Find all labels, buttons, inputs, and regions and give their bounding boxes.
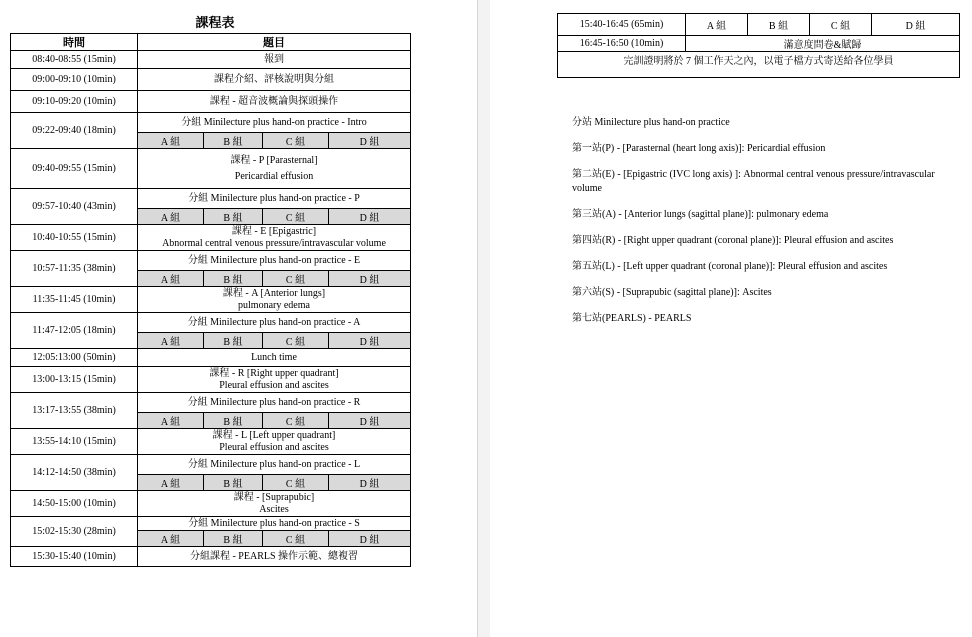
table-row xyxy=(11,313,411,333)
group-c: C 組 xyxy=(263,271,329,287)
row-time: 09:57-10:40 (43min) xyxy=(11,189,138,225)
certificate-note: 完訓證明將於 7 個工作天之內，以電子檔方式寄送給各位學員 xyxy=(558,52,960,78)
table-row xyxy=(11,547,411,567)
group-d: D 組 xyxy=(872,14,960,36)
group-d: D 組 xyxy=(329,413,411,429)
group-c: C 組 xyxy=(263,133,329,149)
row-time: 15:02-15:30 (28min) xyxy=(11,517,138,547)
group-c: C 組 xyxy=(263,209,329,225)
topic-line-2: Pleural effusion and ascites xyxy=(219,379,329,391)
table-row xyxy=(11,189,411,209)
topic-line-2: Pleural effusion and ascites xyxy=(219,441,329,453)
page-gutter xyxy=(477,0,491,637)
topic-line-2: Pericardial effusion xyxy=(234,170,314,182)
group-b: B 組 xyxy=(204,333,263,349)
row-topic: 分組 Minilecture plus hand-on practice - P xyxy=(138,189,411,209)
table-row xyxy=(558,14,960,36)
header-time: 時間 xyxy=(11,34,138,51)
group-a: A 組 xyxy=(686,14,748,36)
topic-line-1: 課程 - L [Left upper quadrant] xyxy=(212,429,336,441)
group-a: A 組 xyxy=(138,271,204,287)
row-time: 09:22-09:40 (18min) xyxy=(11,113,138,149)
list-item: 第三站(A) - [Anterior lungs (sagittal plane)]: pulmonary edema xyxy=(572,209,829,220)
group-b: B 組 xyxy=(204,209,263,225)
row-time: 10:57-11:35 (38min) xyxy=(11,251,138,287)
row-time: 12:05:13:00 (50min) xyxy=(11,349,138,367)
group-a: A 組 xyxy=(138,209,204,225)
group-c: C 組 xyxy=(263,413,329,429)
group-b: B 組 xyxy=(748,14,810,36)
row-time: 09:40-09:55 (15min) xyxy=(11,149,138,189)
topic-line-1: 課程 - E [Epigastric] xyxy=(231,225,317,237)
group-c: C 組 xyxy=(263,333,329,349)
table-row xyxy=(11,367,411,393)
row-topic: 分組 Minilecture plus hand-on practice - S xyxy=(138,517,411,531)
group-d: D 組 xyxy=(329,271,411,287)
group-c: C 組 xyxy=(263,475,329,491)
row-time: 11:35-11:45 (10min) xyxy=(11,287,138,313)
table-row xyxy=(11,491,411,517)
topic-line-2: Ascites xyxy=(259,503,289,515)
table-row xyxy=(11,455,411,475)
row-topic: 分組 Minilecture plus hand-on practice - A xyxy=(138,313,411,333)
group-b: B 組 xyxy=(204,133,263,149)
row-time: 13:17-13:55 (38min) xyxy=(11,393,138,429)
row-topic xyxy=(138,287,411,313)
row-time: 13:00-13:15 (15min) xyxy=(11,367,138,393)
row-time: 11:47-12:05 (18min) xyxy=(11,313,138,349)
row-time: 13:55-14:10 (15min) xyxy=(11,429,138,455)
group-b: B 組 xyxy=(204,271,263,287)
group-a: A 組 xyxy=(138,133,204,149)
list-item: 第一站(P) - [Parasternal (heart long axis)]: Pericardial effusion xyxy=(572,143,826,154)
group-b: B 組 xyxy=(204,531,263,547)
group-a: A 組 xyxy=(138,531,204,547)
table-row xyxy=(11,517,411,531)
row-time: 14:12-14:50 (38min) xyxy=(11,455,138,491)
document-title: 課程表 xyxy=(195,15,235,30)
list-item: 第六站(S) - [Suprapubic (sagittal plane)]: Ascites xyxy=(572,287,772,298)
table-row xyxy=(11,225,411,251)
row-topic xyxy=(138,429,411,455)
topic-line-1: 課程 - P [Parasternal] xyxy=(230,154,318,166)
table-row xyxy=(11,429,411,455)
row-topic: 分組 Minilecture plus hand-on practice - Intro xyxy=(138,113,411,133)
list-item: 分站 Minilecture plus hand-on practice xyxy=(572,117,730,128)
group-b: B 組 xyxy=(204,475,263,491)
table-row xyxy=(11,69,411,91)
row-time: 09:00-09:10 (10min) xyxy=(11,69,138,91)
table-row xyxy=(11,393,411,413)
topic-line-2: pulmonary edema xyxy=(238,299,310,311)
row-time: 08:40-08:55 (15min) xyxy=(11,51,138,69)
document-page-right xyxy=(490,0,972,637)
row-time: 15:40-16:45 (65min) xyxy=(558,14,686,36)
station-list xyxy=(572,116,962,338)
topic-line-1: 課程 - A [Anterior lungs] xyxy=(222,287,326,299)
table-row xyxy=(11,91,411,113)
topic-line-1: 課程 - R [Right upper quadrant] xyxy=(209,367,339,379)
row-topic: 分組 Minilecture plus hand-on practice - E xyxy=(138,251,411,271)
row-topic xyxy=(138,225,411,251)
schedule-table xyxy=(10,33,411,567)
row-topic: 分組 Minilecture plus hand-on practice - R xyxy=(138,393,411,413)
table-header-row xyxy=(11,34,411,51)
group-a: A 組 xyxy=(138,475,204,491)
list-item: 第四站(R) - [Right upper quadrant (coronal plane)]: Pleural effusion and ascites xyxy=(572,235,894,246)
table-row xyxy=(11,349,411,367)
row-topic: Lunch time xyxy=(138,349,411,367)
topic-line-1: 課程 - [Suprapubic] xyxy=(233,491,315,503)
row-topic: 滿意度問卷&賦歸 xyxy=(686,36,960,52)
group-d: D 組 xyxy=(329,531,411,547)
table-row xyxy=(11,251,411,271)
row-time: 10:40-10:55 (15min) xyxy=(11,225,138,251)
header-topic: 題目 xyxy=(138,34,411,51)
table-row xyxy=(11,149,411,189)
list-item: 第五站(L) - [Left upper quadrant (coronal plane)]: Pleural effusion and ascites xyxy=(572,261,888,272)
schedule-table-continued xyxy=(557,13,960,78)
list-item: 第二站(E) - [Epigastric (IVC long axis) ]: Abnormal central venous pressure/intravascular volume xyxy=(572,169,935,194)
group-b: B 組 xyxy=(204,413,263,429)
row-topic: 報到 xyxy=(138,51,411,69)
row-topic: 分組課程 - PEARLS 操作示範、總複習 xyxy=(138,547,411,567)
row-topic: 分組 Minilecture plus hand-on practice - L xyxy=(138,455,411,475)
row-topic xyxy=(138,367,411,393)
group-c: C 組 xyxy=(263,531,329,547)
list-item: 第七站(PEARLS) - PEARLS xyxy=(572,313,692,324)
table-row xyxy=(11,51,411,69)
row-time: 15:30-15:40 (10min) xyxy=(11,547,138,567)
topic-line-2: Abnormal central venous pressure/intravascular volume xyxy=(162,237,386,249)
row-topic xyxy=(138,491,411,517)
row-topic: 課程 - 超音波概論與探頭操作 xyxy=(138,91,411,113)
group-a: A 組 xyxy=(138,413,204,429)
group-d: D 組 xyxy=(329,209,411,225)
group-a: A 組 xyxy=(138,333,204,349)
row-time: 14:50-15:00 (10min) xyxy=(11,491,138,517)
group-d: D 組 xyxy=(329,133,411,149)
row-time: 09:10-09:20 (10min) xyxy=(11,91,138,113)
row-topic: 課程介紹、評核說明與分組 xyxy=(138,69,411,91)
table-row xyxy=(558,36,960,52)
group-d: D 組 xyxy=(329,333,411,349)
row-topic xyxy=(138,149,411,189)
group-d: D 組 xyxy=(329,475,411,491)
document-page-left xyxy=(0,0,470,637)
row-time: 16:45-16:50 (10min) xyxy=(558,36,686,52)
table-row xyxy=(11,287,411,313)
group-c: C 組 xyxy=(810,14,872,36)
table-row xyxy=(558,52,960,78)
table-row xyxy=(11,113,411,133)
